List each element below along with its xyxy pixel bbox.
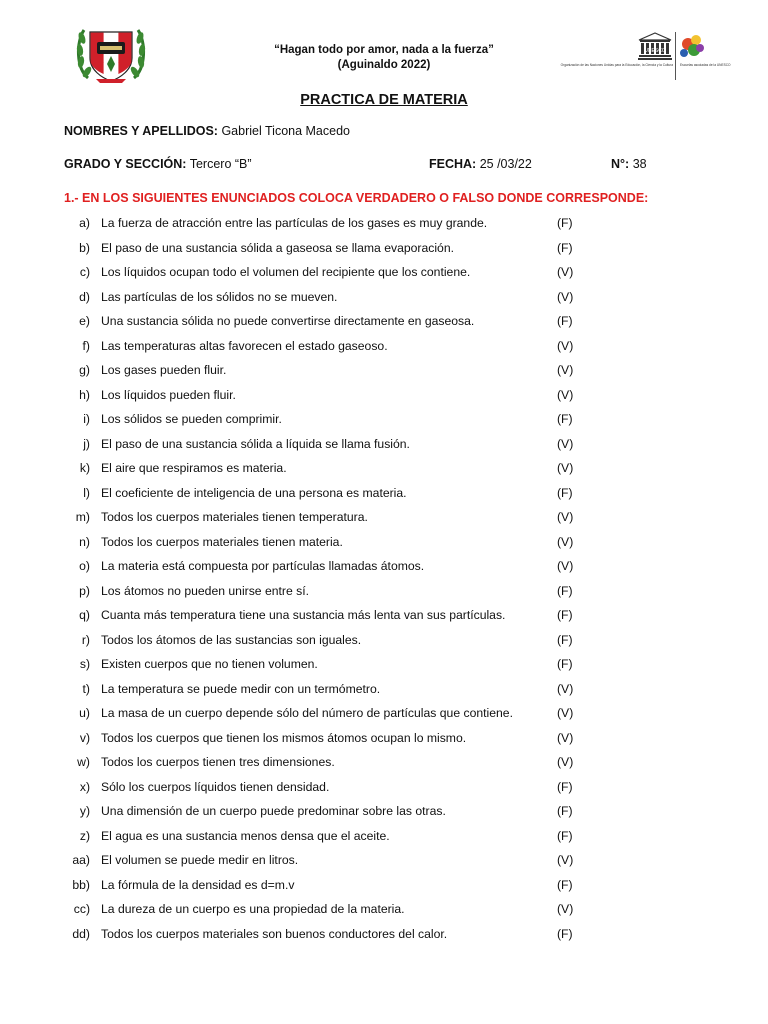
statement-label: t) (82, 681, 90, 696)
statement-answer: (V) (557, 510, 574, 524)
number-line (611, 157, 647, 171)
statement-text: Todos los átomos de las sustancias son iguales. (101, 632, 362, 647)
statement-answer: (F) (557, 240, 573, 255)
statement-label: b) (79, 240, 90, 255)
number-label: N°: (611, 157, 630, 171)
statement-answer: (V) (557, 902, 574, 916)
statement-answer: (F) (557, 828, 573, 843)
statement-row (0, 388, 768, 408)
statement-row (0, 829, 768, 849)
statement-label: i) (83, 412, 90, 426)
statement-answer: (F) (557, 779, 573, 794)
statement-text: Los átomos no pueden unirse entre sí. (101, 583, 309, 598)
student-name-line (64, 124, 350, 138)
statement-text: La fuerza de atracción entre las partículas de los gases es muy grande. (101, 216, 488, 230)
statement-row (0, 878, 768, 898)
statement-text: El paso de una sustancia sólida a gaseosa se llama evaporación. (101, 240, 454, 255)
statement-answer: (F) (557, 485, 573, 500)
grade-value: Tercero “B” (189, 157, 252, 171)
statement-text: Cuanta más temperatura tiene una sustancia más lenta van sus partículas. (101, 608, 506, 622)
statement-row (0, 804, 768, 824)
statement-answer: (V) (557, 681, 574, 696)
unesco-wordmark: UNESCO (644, 48, 666, 54)
year-note: (Aguinaldo 2022) (337, 59, 431, 71)
statement-text: Los líquidos ocupan todo el volumen del recipiente que los contiene. (101, 265, 471, 279)
statement-answer: (V) (557, 338, 574, 353)
statement-label: s) (79, 657, 90, 671)
statement-text: Todos los cuerpos materiales son buenos conductores del calor. (101, 926, 448, 941)
statement-text: Sólo los cuerpos líquidos tienen densidad. (101, 779, 330, 794)
statement-label: aa) (72, 853, 90, 867)
statement-label: e) (79, 314, 90, 328)
statement-answer: (F) (557, 412, 573, 426)
statement-text: La masa de un cuerpo depende sólo del número de partículas que contiene. (101, 706, 513, 720)
statement-text: Todos los cuerpos tienen tres dimensiones. (101, 755, 335, 769)
statement-row (0, 706, 768, 726)
statement-row (0, 657, 768, 677)
statement-answer: (F) (557, 804, 573, 818)
statement-row (0, 559, 768, 579)
statement-answer: (V) (557, 706, 574, 720)
statement-text: La temperatura se puede medir con un termómetro. (101, 681, 381, 696)
statement-row (0, 633, 768, 653)
statement-label: q) (79, 608, 90, 622)
statement-row (0, 314, 768, 334)
statement-label: j) (83, 436, 90, 451)
statement-label: y) (79, 804, 90, 818)
statement-row (0, 216, 768, 236)
statement-text: El volumen se puede medir en litros. (101, 853, 299, 867)
statement-text: Los sólidos se pueden comprimir. (101, 412, 282, 426)
statement-label: o) (79, 559, 90, 573)
statement-row (0, 927, 768, 947)
statement-text: Todos los cuerpos materiales tienen materia. (101, 534, 343, 549)
statement-label: p) (79, 583, 90, 598)
statement-answer: (V) (557, 559, 574, 573)
statement-row (0, 241, 768, 261)
statement-label: l) (83, 485, 90, 500)
statement-text: Las partículas de los sólidos no se mueven. (101, 289, 338, 304)
page-title: PRACTICA DE MATERIA (300, 92, 468, 108)
statement-label: w) (77, 755, 90, 769)
statement-text: Una sustancia sólida no puede convertirse directamente en gaseosa. (101, 314, 475, 328)
statement-label: n) (79, 534, 90, 549)
statement-label: c) (79, 265, 90, 279)
statement-label: z) (79, 828, 90, 843)
statement-text: La materia está compuesta por partículas llamadas átomos. (101, 559, 425, 573)
number-value: 38 (632, 157, 647, 171)
statement-text: Los líquidos pueden fluir. (101, 387, 236, 402)
statement-answer: (F) (557, 608, 573, 622)
statement-row (0, 535, 768, 555)
statement-row (0, 584, 768, 604)
statement-answer: (V) (557, 755, 574, 769)
statement-answer: (V) (557, 730, 574, 745)
date-value: 25 /03/22 (479, 157, 532, 171)
grade-label: GRADO Y SECCIÓN: (64, 157, 187, 171)
statement-row (0, 486, 768, 506)
statement-row (0, 755, 768, 775)
instruction-heading: 1.- EN LOS SIGUIENTES ENUNCIADOS COLOCA VERDADERO O FALSO DONDE CORRESPONDE: (64, 191, 649, 205)
unesco-caption: Organización de las Naciones Unidas para la Educación, la Ciencia y la Cultura (560, 63, 673, 67)
date-line (429, 157, 532, 171)
statement-row (0, 902, 768, 922)
statement-label: k) (79, 461, 90, 475)
statement-row (0, 461, 768, 481)
statement-answer: (F) (557, 877, 573, 892)
statement-row (0, 780, 768, 800)
statement-row (0, 265, 768, 285)
statement-row (0, 608, 768, 628)
statement-row (0, 437, 768, 457)
statement-label: g) (79, 363, 90, 377)
statement-text: La fórmula de la densidad es d=m.v (101, 877, 295, 892)
statement-answer: (F) (557, 657, 573, 671)
statement-text: El agua es una sustancia menos densa que el aceite. (101, 828, 390, 843)
statement-answer: (F) (557, 926, 573, 941)
statement-label: r) (81, 632, 90, 647)
statement-answer: (V) (557, 436, 574, 451)
statement-answer: (V) (557, 534, 574, 549)
statement-answer: (V) (557, 289, 574, 304)
statement-text: El coeficiente de inteligencia de una persona es materia. (101, 485, 407, 500)
date-label: FECHA: (429, 157, 477, 171)
statement-answer: (F) (557, 216, 573, 230)
statement-text: Todos los cuerpos materiales tienen temperatura. (101, 510, 368, 524)
name-label: NOMBRES Y APELLIDOS: (64, 124, 218, 138)
statement-label: u) (79, 706, 90, 720)
statement-row (0, 363, 768, 383)
statement-text: Una dimensión de un cuerpo puede predominar sobre las otras. (101, 804, 446, 818)
statement-row (0, 731, 768, 751)
statement-answer: (F) (557, 632, 573, 647)
statement-label: d) (79, 289, 90, 304)
statement-text: Las temperaturas altas favorecen el estado gaseoso. (101, 338, 388, 353)
school-network-caption: Escuelas asociadas de la UNESCO (680, 63, 731, 67)
statement-text: El paso de una sustancia sólida a líquida se llama fusión. (101, 436, 410, 451)
statement-label: a) (79, 216, 90, 230)
statement-label: bb) (72, 877, 90, 892)
statement-row (0, 290, 768, 310)
statement-label: dd) (72, 926, 90, 941)
unesco-logo (560, 30, 731, 82)
statement-text: Los gases pueden fluir. (101, 363, 227, 377)
statement-label: m) (75, 510, 90, 524)
statement-text: El aire que respiramos es materia. (101, 461, 287, 475)
statement-answer: (F) (557, 314, 573, 328)
statement-row (0, 339, 768, 359)
statement-label: v) (79, 730, 90, 745)
statement-row (0, 510, 768, 530)
statement-row (0, 412, 768, 432)
statement-answer: (V) (557, 363, 574, 377)
statement-row (0, 682, 768, 702)
statement-row (0, 853, 768, 873)
statement-answer: (F) (557, 583, 573, 598)
statement-answer: (V) (557, 387, 574, 402)
statement-label: f) (82, 338, 90, 353)
statement-answer: (V) (557, 461, 574, 475)
statement-answer: (V) (557, 853, 574, 867)
grade-line (64, 157, 252, 171)
statement-text: Existen cuerpos que no tienen volumen. (101, 657, 318, 671)
motto: “Hagan todo por amor, nada a la fuerza” (274, 44, 494, 56)
statement-label: cc) (73, 902, 90, 916)
statement-answer: (V) (557, 265, 574, 279)
statement-label: x) (79, 779, 90, 794)
name-value: Gabriel Ticona Macedo (221, 124, 350, 138)
statement-text: La dureza de un cuerpo es una propiedad de la materia. (101, 902, 405, 916)
statement-label: h) (79, 387, 90, 402)
statement-text: Todos los cuerpos que tienen los mismos átomos ocupan lo mismo. (101, 730, 467, 745)
